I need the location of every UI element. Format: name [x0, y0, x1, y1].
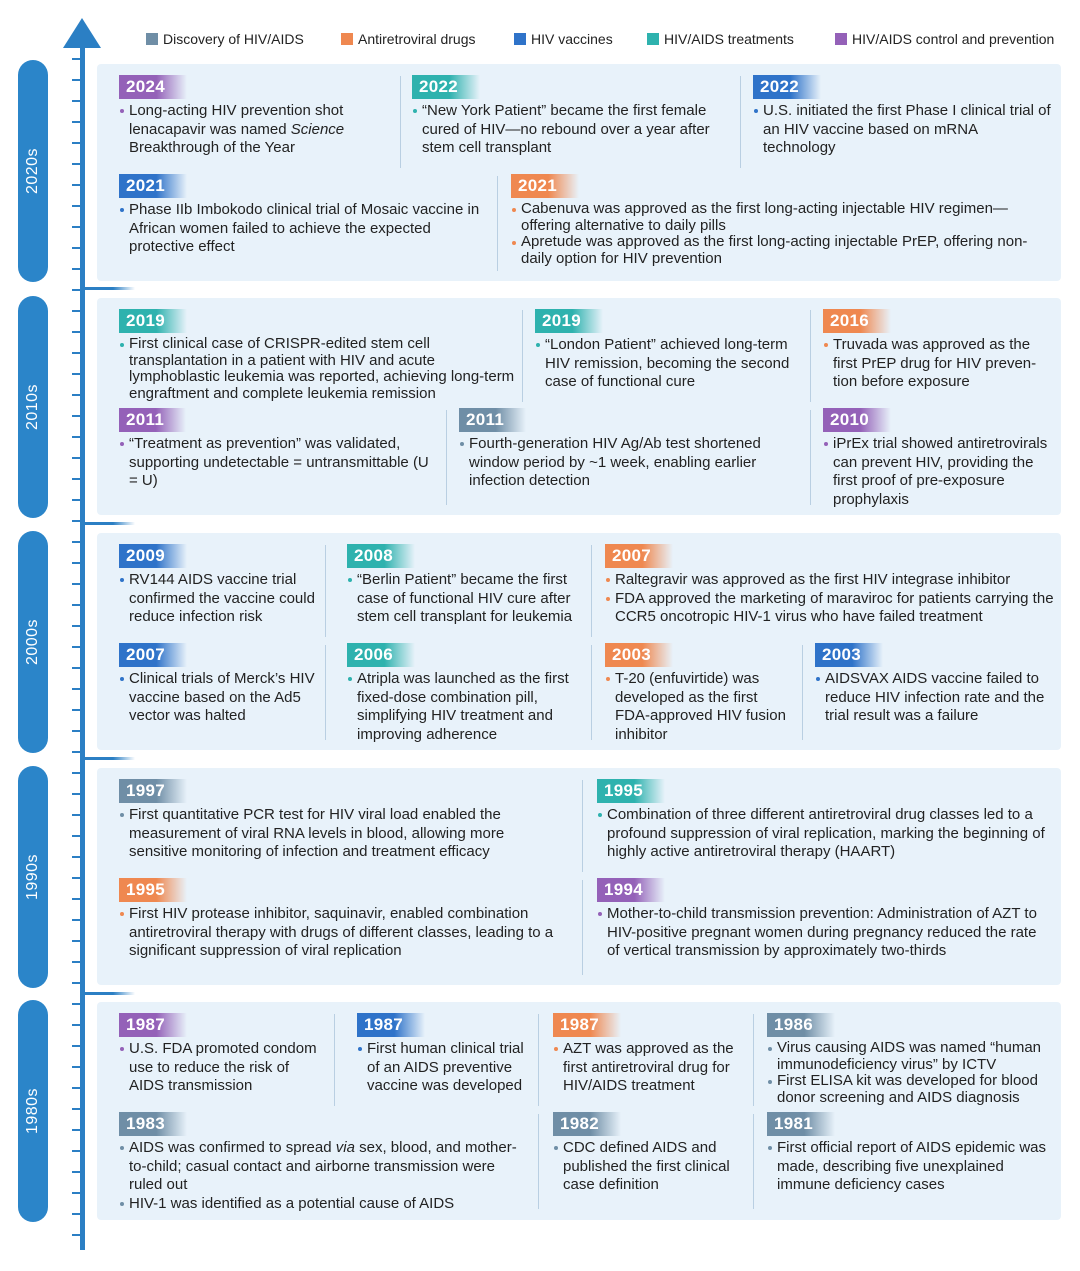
year-badge: 2007 [605, 544, 673, 568]
column-divider [538, 1114, 539, 1209]
axis-tick [72, 1192, 80, 1194]
year-badge: 2006 [347, 643, 415, 667]
axis-tick [72, 436, 80, 438]
event-text: “Treatment as prevention” was validated, supporting undetectable = untransmittable (U = U) [119, 435, 434, 491]
year-badge: 2003 [605, 643, 673, 667]
event-1994-mother-to-child [597, 878, 1052, 961]
axis-tick [72, 478, 80, 480]
timeline-axis [80, 30, 85, 1250]
column-divider [334, 1014, 335, 1106]
axis-tick [72, 667, 80, 669]
year-badge: 2019 [535, 309, 603, 333]
axis-tick [72, 688, 80, 690]
event-2016-truvada [823, 309, 1055, 392]
event-2019-crispr [119, 309, 519, 402]
axis-tick [72, 394, 80, 396]
column-divider [810, 410, 811, 505]
column-divider [325, 645, 326, 740]
year-badge: 1987 [553, 1013, 621, 1037]
year-badge: 1995 [597, 779, 665, 803]
legend-swatch [835, 33, 847, 45]
decade-label-2010s: 2010s [18, 296, 48, 518]
event-text: First ELISA kit was developed for blood donor screening and AIDS diagnosis [767, 1073, 1057, 1106]
year-badge: 2021 [511, 174, 579, 198]
column-divider [497, 176, 498, 271]
event-text: Combination of three different antiretroviral drug classes led to a profound suppression of viral replication, marking the beginning of highly active antiretroviral therapy (HAART) [597, 806, 1047, 862]
legend-swatch [514, 33, 526, 45]
event-1997-pcr-test [119, 779, 559, 862]
axis-tick [72, 562, 80, 564]
legend-item-discovery: Discovery of HIV/AIDS [146, 31, 304, 47]
year-badge: 2019 [119, 309, 187, 333]
event-text: Apretude was approved as the first long-acting injectable PrEP, offering non-daily option for HIV prevention [511, 234, 1051, 267]
event-text: “New York Patient” became the first female cured of HIV—no rebound over a year after stem cell transplant [412, 102, 722, 158]
event-2008-berlin-patient [347, 544, 582, 627]
year-badge: 2016 [823, 309, 891, 333]
event-2019-london-patient [535, 309, 800, 392]
axis-tick [72, 541, 80, 543]
axis-tick [72, 772, 80, 774]
axis-tick [72, 289, 80, 291]
legend-swatch [146, 33, 158, 45]
year-badge: 2008 [347, 544, 415, 568]
event-2024 [119, 75, 389, 158]
event-text: U.S. FDA promoted condom use to reduce the risk of AIDS transmission [119, 1040, 324, 1096]
event-text: First official report of AIDS epidemic was made, describing five unexplained immune deficiency cases [767, 1139, 1057, 1195]
column-divider [740, 76, 741, 168]
axis-tick [72, 121, 80, 123]
axis-tick [72, 1234, 80, 1236]
axis-tick [72, 184, 80, 186]
decade-label-2000s: 2000s [18, 531, 48, 753]
axis-tick [72, 919, 80, 921]
event-1987-azt [553, 1013, 745, 1096]
event-text: “London Patient” achieved long-term HIV remission, becoming the second case of functional cure [535, 336, 800, 392]
legend-item-vaccines: HIV vaccines [514, 31, 613, 47]
column-divider [582, 880, 583, 975]
event-text: AIDS was confirmed to spread via sex, blood, and mother-to-child; casual contact and airborne transmission were ruled out [119, 1139, 529, 1195]
column-divider [810, 310, 811, 402]
axis-tick [72, 79, 80, 81]
axis-tick [72, 1213, 80, 1215]
event-text: FDA approved the marketing of maraviroc for patients carrying the CCR5 oncotropic HIV-1 virus who have failed treatment [605, 590, 1060, 627]
decade-label-1980s: 1980s [18, 1000, 48, 1222]
axis-tick [72, 625, 80, 627]
year-badge: 1982 [553, 1112, 621, 1136]
panel-1990s [97, 768, 1061, 985]
column-divider [325, 545, 326, 637]
legend-swatch [341, 33, 353, 45]
event-1987-vaccine-trial [357, 1013, 532, 1096]
decade-label-2020s: 2020s [18, 60, 48, 282]
column-divider [753, 1114, 754, 1209]
axis-tick [72, 751, 80, 753]
event-2003-aidsvax [815, 643, 1057, 726]
panel-1980s [97, 1002, 1061, 1220]
axis-tick [72, 940, 80, 942]
axis-tick [72, 499, 80, 501]
axis-tick [72, 331, 80, 333]
axis-tick [72, 1087, 80, 1089]
axis-tick [72, 1045, 80, 1047]
year-badge: 1983 [119, 1112, 187, 1136]
year-badge: 1987 [119, 1013, 187, 1037]
year-badge: 2009 [119, 544, 187, 568]
event-text: First HIV protease inhibitor, saquinavir, enabled combination antiretroviral therapy with drugs of different classes, leading to a significant suppression of viral replication [119, 905, 569, 961]
axis-tick [72, 268, 80, 270]
year-badge: 2022 [753, 75, 821, 99]
axis-tick [72, 814, 80, 816]
legend-item-treatments: HIV/AIDS treatments [647, 31, 794, 47]
event-2010-iprex [823, 408, 1055, 509]
event-2021-cabenuva-apretude [511, 174, 1051, 267]
event-1986-hiv-named [767, 1013, 1057, 1106]
axis-tick [72, 352, 80, 354]
event-text: Clinical trials of Merck’s HIV vaccine based on the Ad5 vector was halted [119, 670, 319, 726]
event-2007-raltegravir-maraviroc [605, 544, 1060, 627]
year-badge: 1981 [767, 1112, 835, 1136]
event-1982-cdc-definition [553, 1112, 743, 1195]
event-1995-saquinavir [119, 878, 569, 961]
decade-label-1990s: 1990s [18, 766, 48, 988]
axis-tick [72, 583, 80, 585]
year-badge: 1994 [597, 878, 665, 902]
panel-2000s [97, 533, 1061, 750]
column-divider [591, 645, 592, 740]
event-text: Cabenuva was approved as the first long-acting injectable HIV regimen—offering alternative to daily pills [511, 201, 1051, 234]
panel-2020s [97, 64, 1061, 281]
event-2007-merck-vaccine [119, 643, 319, 726]
column-divider [538, 1014, 539, 1106]
decade-separator [80, 992, 135, 995]
legend-item-control-prevention: HIV/AIDS control and prevention [835, 31, 1054, 47]
axis-tick [72, 835, 80, 837]
axis-tick [72, 205, 80, 207]
event-text: AZT was approved as the first antiretroviral drug for HIV/AIDS treatment [553, 1040, 745, 1096]
axis-tick [72, 1066, 80, 1068]
axis-tick [72, 100, 80, 102]
axis-tick [72, 730, 80, 732]
year-badge: 2007 [119, 643, 187, 667]
axis-tick [72, 58, 80, 60]
axis-tick [72, 163, 80, 165]
event-text: CDC defined AIDS and published the first clinical case definition [553, 1139, 743, 1195]
decade-separator [80, 287, 135, 290]
legend-item-antiretroviral: Antiretroviral drugs [341, 31, 476, 47]
axis-tick [72, 457, 80, 459]
event-2011-ag-ab-test [459, 408, 799, 491]
event-text: First quantitative PCR test for HIV viral load enabled the measurement of viral RNA levels in blood, allowing more sensitive monitoring of infection and treatment efficacy [119, 806, 559, 862]
axis-tick [72, 1108, 80, 1110]
decade-separator [80, 757, 135, 760]
axis-tick [72, 1171, 80, 1173]
event-1983-transmission [119, 1112, 529, 1213]
axis-tick [72, 226, 80, 228]
event-1995-haart [597, 779, 1047, 862]
event-text: First human clinical trial of an AIDS preventive vaccine was developed [357, 1040, 532, 1096]
panel-2010s [97, 298, 1061, 515]
axis-tick [72, 709, 80, 711]
column-divider [591, 545, 592, 637]
axis-tick [72, 877, 80, 879]
event-2021-imbokodo [119, 174, 489, 257]
event-text: iPrEx trial showed antiretrovirals can prevent HIV, providing the first proof of pre-exposure prophylaxis [823, 435, 1055, 509]
event-text: HIV-1 was identified as a potential cause of AIDS [119, 1195, 529, 1214]
axis-tick [72, 1024, 80, 1026]
year-badge: 2010 [823, 408, 891, 432]
axis-tick [72, 1129, 80, 1131]
event-text: Truvada was approved as the first PrEP drug for HIV preven-tion before exposure [823, 336, 1055, 392]
axis-tick [72, 1003, 80, 1005]
event-2022-mrna-vaccine [753, 75, 1053, 158]
axis-tick [72, 604, 80, 606]
event-text: RV144 AIDS vaccine trial confirmed the vaccine could reduce infection risk [119, 571, 319, 627]
event-text: First clinical case of CRISPR-edited stem cell transplantation in a patient with HIV and acute lymphoblastic leukemia was reported, achieving long-term engraftment and complete leukemia remission [119, 336, 519, 402]
event-text: T-20 (enfuvirtide) was developed as the first FDA-approved HIV fusion inhibitor [605, 670, 795, 744]
event-text: Virus causing AIDS was named “human immunodeficiency virus” by ICTV [767, 1040, 1057, 1073]
event-text: “Berlin Patient” became the first case of functional HIV cure after stem cell transplant for leukemia [347, 571, 582, 627]
column-divider [522, 310, 523, 402]
event-1981-first-report [767, 1112, 1057, 1195]
axis-tick [72, 415, 80, 417]
event-text: AIDSVAX AIDS vaccine failed to reduce HIV infection rate and the trial result was a failure [815, 670, 1057, 726]
year-badge: 1986 [767, 1013, 835, 1037]
axis-tick [72, 1150, 80, 1152]
legend [146, 31, 1070, 49]
column-divider [582, 780, 583, 872]
event-2003-enfuvirtide [605, 643, 795, 744]
axis-tick [72, 520, 80, 522]
axis-tick [72, 373, 80, 375]
legend-swatch [647, 33, 659, 45]
event-2006-atripla [347, 643, 582, 744]
axis-tick [72, 961, 80, 963]
year-badge: 1997 [119, 779, 187, 803]
column-divider [802, 645, 803, 740]
column-divider [400, 76, 401, 168]
axis-tick [72, 982, 80, 984]
event-1987-condom-use [119, 1013, 324, 1096]
axis-tick [72, 793, 80, 795]
year-badge: 1987 [357, 1013, 425, 1037]
year-badge: 2011 [459, 408, 526, 432]
axis-tick [72, 646, 80, 648]
decade-separator [80, 522, 135, 525]
axis-tick [72, 310, 80, 312]
year-badge: 2022 [412, 75, 480, 99]
year-badge: 2003 [815, 643, 883, 667]
column-divider [753, 1014, 754, 1106]
event-2011-treatment-as-prevention [119, 408, 434, 491]
axis-tick [72, 247, 80, 249]
event-2009-rv144 [119, 544, 319, 627]
event-text: Fourth-generation HIV Ag/Ab test shortened window period by ~1 week, enabling earlier infection detection [459, 435, 799, 491]
year-badge: 1995 [119, 878, 187, 902]
column-divider [446, 410, 447, 505]
year-badge: 2024 [119, 75, 187, 99]
event-text: Long-acting HIV prevention shot lenacapavir was named Science Breakthrough of the Year [119, 102, 389, 158]
year-badge: 2011 [119, 408, 186, 432]
event-text: Mother-to-child transmission prevention: Administration of AZT to HIV-positive pregnant women during pregnancy reduced the rate of vertical transmission by approximately two-thirds [597, 905, 1052, 961]
event-2022-new-york-patient [412, 75, 722, 158]
timeline-arrow-icon [63, 18, 101, 48]
event-text: Phase IIb Imbokodo clinical trial of Mosaic vaccine in African women failed to achieve the expected protective effect [119, 201, 489, 257]
event-text: Atripla was launched as the first fixed-dose combination pill, simplifying HIV treatment and improving adherence [347, 670, 582, 744]
year-badge: 2021 [119, 174, 187, 198]
axis-tick [72, 898, 80, 900]
event-text: Raltegravir was approved as the first HIV integrase inhibitor [605, 571, 1060, 590]
axis-tick [72, 142, 80, 144]
axis-tick [72, 856, 80, 858]
event-text: U.S. initiated the first Phase I clinical trial of an HIV vaccine based on mRNA technology [753, 102, 1053, 158]
